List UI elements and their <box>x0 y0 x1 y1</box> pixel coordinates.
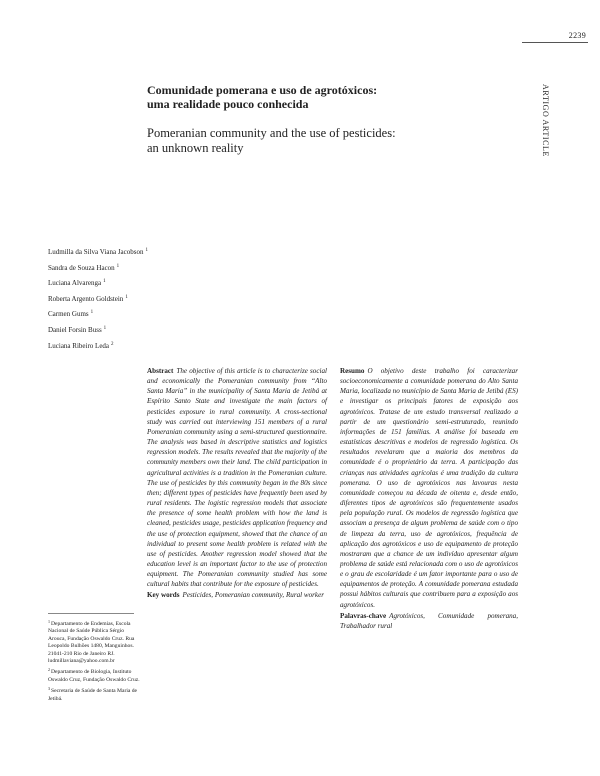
keywords-label: Key words <box>147 591 180 600</box>
title-portuguese <box>147 83 487 111</box>
abstract-label: Abstract <box>147 367 174 375</box>
author-list <box>48 244 248 353</box>
palavras-chave-text: Agrotóxicos, Comunidade pomerana, Trabalhador rural <box>340 611 518 630</box>
author: Carmen Gums $^1$ <box>48 310 94 319</box>
abstract-text: The objective of this article is to characterize social and economically the Pomeranian community from “Alto Santa Maria” in the municipality of Santa Maria de Jetibá at Espírito Santo State and investigate the main factors of pesticides exposure in rural community. A cross-sectional study was carried out interviewing 151 members of a rural Pomeranian community using a semi-structured questionnaire. The analysis was based in descriptive statistics and logistics regression models. The results revealed that the majority of the community members own their land. The child participation in agricultural activities is a tradition in the Pomeranian culture. The use of pesticides by this community began in the 80s since then; different types of pesticides have frequently been used by rural residents. The logistic regression models that associate the presence of some health problem with how the land is cleaned, pesticides usage, pesticides application frequency and the use of protection equipment, showed that the chance of an individual to present some health problem is related with the use of pesticides. Another regression model showed that the education level is an important factor to the use of protection equipment. The Pomeranian community studied has some cultural habits that contribute for the exposure of pesticides. <box>147 367 327 589</box>
resumo-label: Resumo <box>340 367 365 375</box>
title-english <box>147 126 487 156</box>
abstract-english <box>147 366 327 601</box>
palavras-chave-label: Palavras-chave <box>340 611 387 620</box>
keywords-text: Pesticides, Pomeranian community, Rural worker <box>182 591 324 600</box>
author: Luciana Ribeiro Leda $^2$ <box>48 341 114 350</box>
author: Sandra de Souza Hacon $^1$ <box>48 263 120 272</box>
header-rule <box>522 42 588 43</box>
affiliations <box>48 618 140 704</box>
resumo-text: O objetivo deste trabalho foi caracterizar socioeconomicamente a comunidade pomerana do Alto Santa Maria, localizada no município de Santa Maria de Jetibá (ES) e investigar os principais fatores de exposição aos agrotóxicos. Tratase de um estudo transversal realizado a partir de um questionário semi-estruturado, reunindo informações de 151 famílias. A análise foi baseada em estatísticas descritivas e modelos de regressão logística. Os resultados revelaram que a maioria dos membros da comunidade é o proprietário da terra. A participação das crianças nas atividades agrícolas é uma tradição da cultura pomerana. O uso de agrotóxicos nas lavouras nesta comunidade começou na década de oitenta e, desde então, diferentes tipos de agrotóxicos são frequentemente usados pela população rural. Os modelos de regressão logística que associam a presença de algum problema de saúde com o tipo de limpeza da terra, uso de agrotóxicos, frequência de aplicação dos agrotóxicos e uso de equipamento de proteção mostraram que a chance de um indivíduo apresentar algum problema de saúde está relacionada com o uso de agrotóxicos e o grau de escolaridade é um fator importante para o uso de equipamentos de proteção. A comunidade pomerana estudada possui hábitos culturais que contribuem para a exposição aos agrotóxicos. <box>340 367 518 609</box>
affiliation: $^1$Departamento de Endemias, Escola Nacional de Saúde Pública Sérgio Arouca, Fundação Oswaldo Cruz. Rua Leopoldo Bulhões 1480, Manguinhos. 21041-210 Rio de Janeiro RJ. ludmillaviana@yahoo.com.br <box>48 619 135 665</box>
palavras-chave <box>340 611 518 631</box>
author: Luciana Alvarenga $^1$ <box>48 279 106 288</box>
author: Roberta Argento Goldstein $^1$ <box>48 294 128 303</box>
affiliation: $^3$Secretaria de Saúde de Santa Maria de Jetibá. <box>48 686 138 702</box>
author: Ludmilla da Silva Viana Jacobson $^1$ <box>48 248 148 256</box>
page-number: 2239 <box>568 31 586 40</box>
title-en-line-2: an unknown reality <box>147 141 244 155</box>
title-pt-line-2: uma realidade pouco conhecida <box>147 97 309 111</box>
section-label-vertical: ARTIGO ARTICLE <box>541 84 550 157</box>
keywords <box>147 590 327 600</box>
abstract-body <box>147 366 327 589</box>
affiliation: $^2$Departamento de Biologia, Instituto Oswaldo Cruz, Fundação Oswaldo Cruz. <box>48 667 140 683</box>
affiliations-rule <box>48 613 134 614</box>
title-pt-line-1: Comunidade pomerana e uso de agrotóxicos: <box>147 83 378 97</box>
abstract-portuguese <box>340 366 518 631</box>
title-en-line-1: Pomeranian community and the use of pesticides: <box>147 126 396 140</box>
resumo-body <box>340 366 518 610</box>
author: Daniel Forsin Buss $^1$ <box>48 325 107 334</box>
